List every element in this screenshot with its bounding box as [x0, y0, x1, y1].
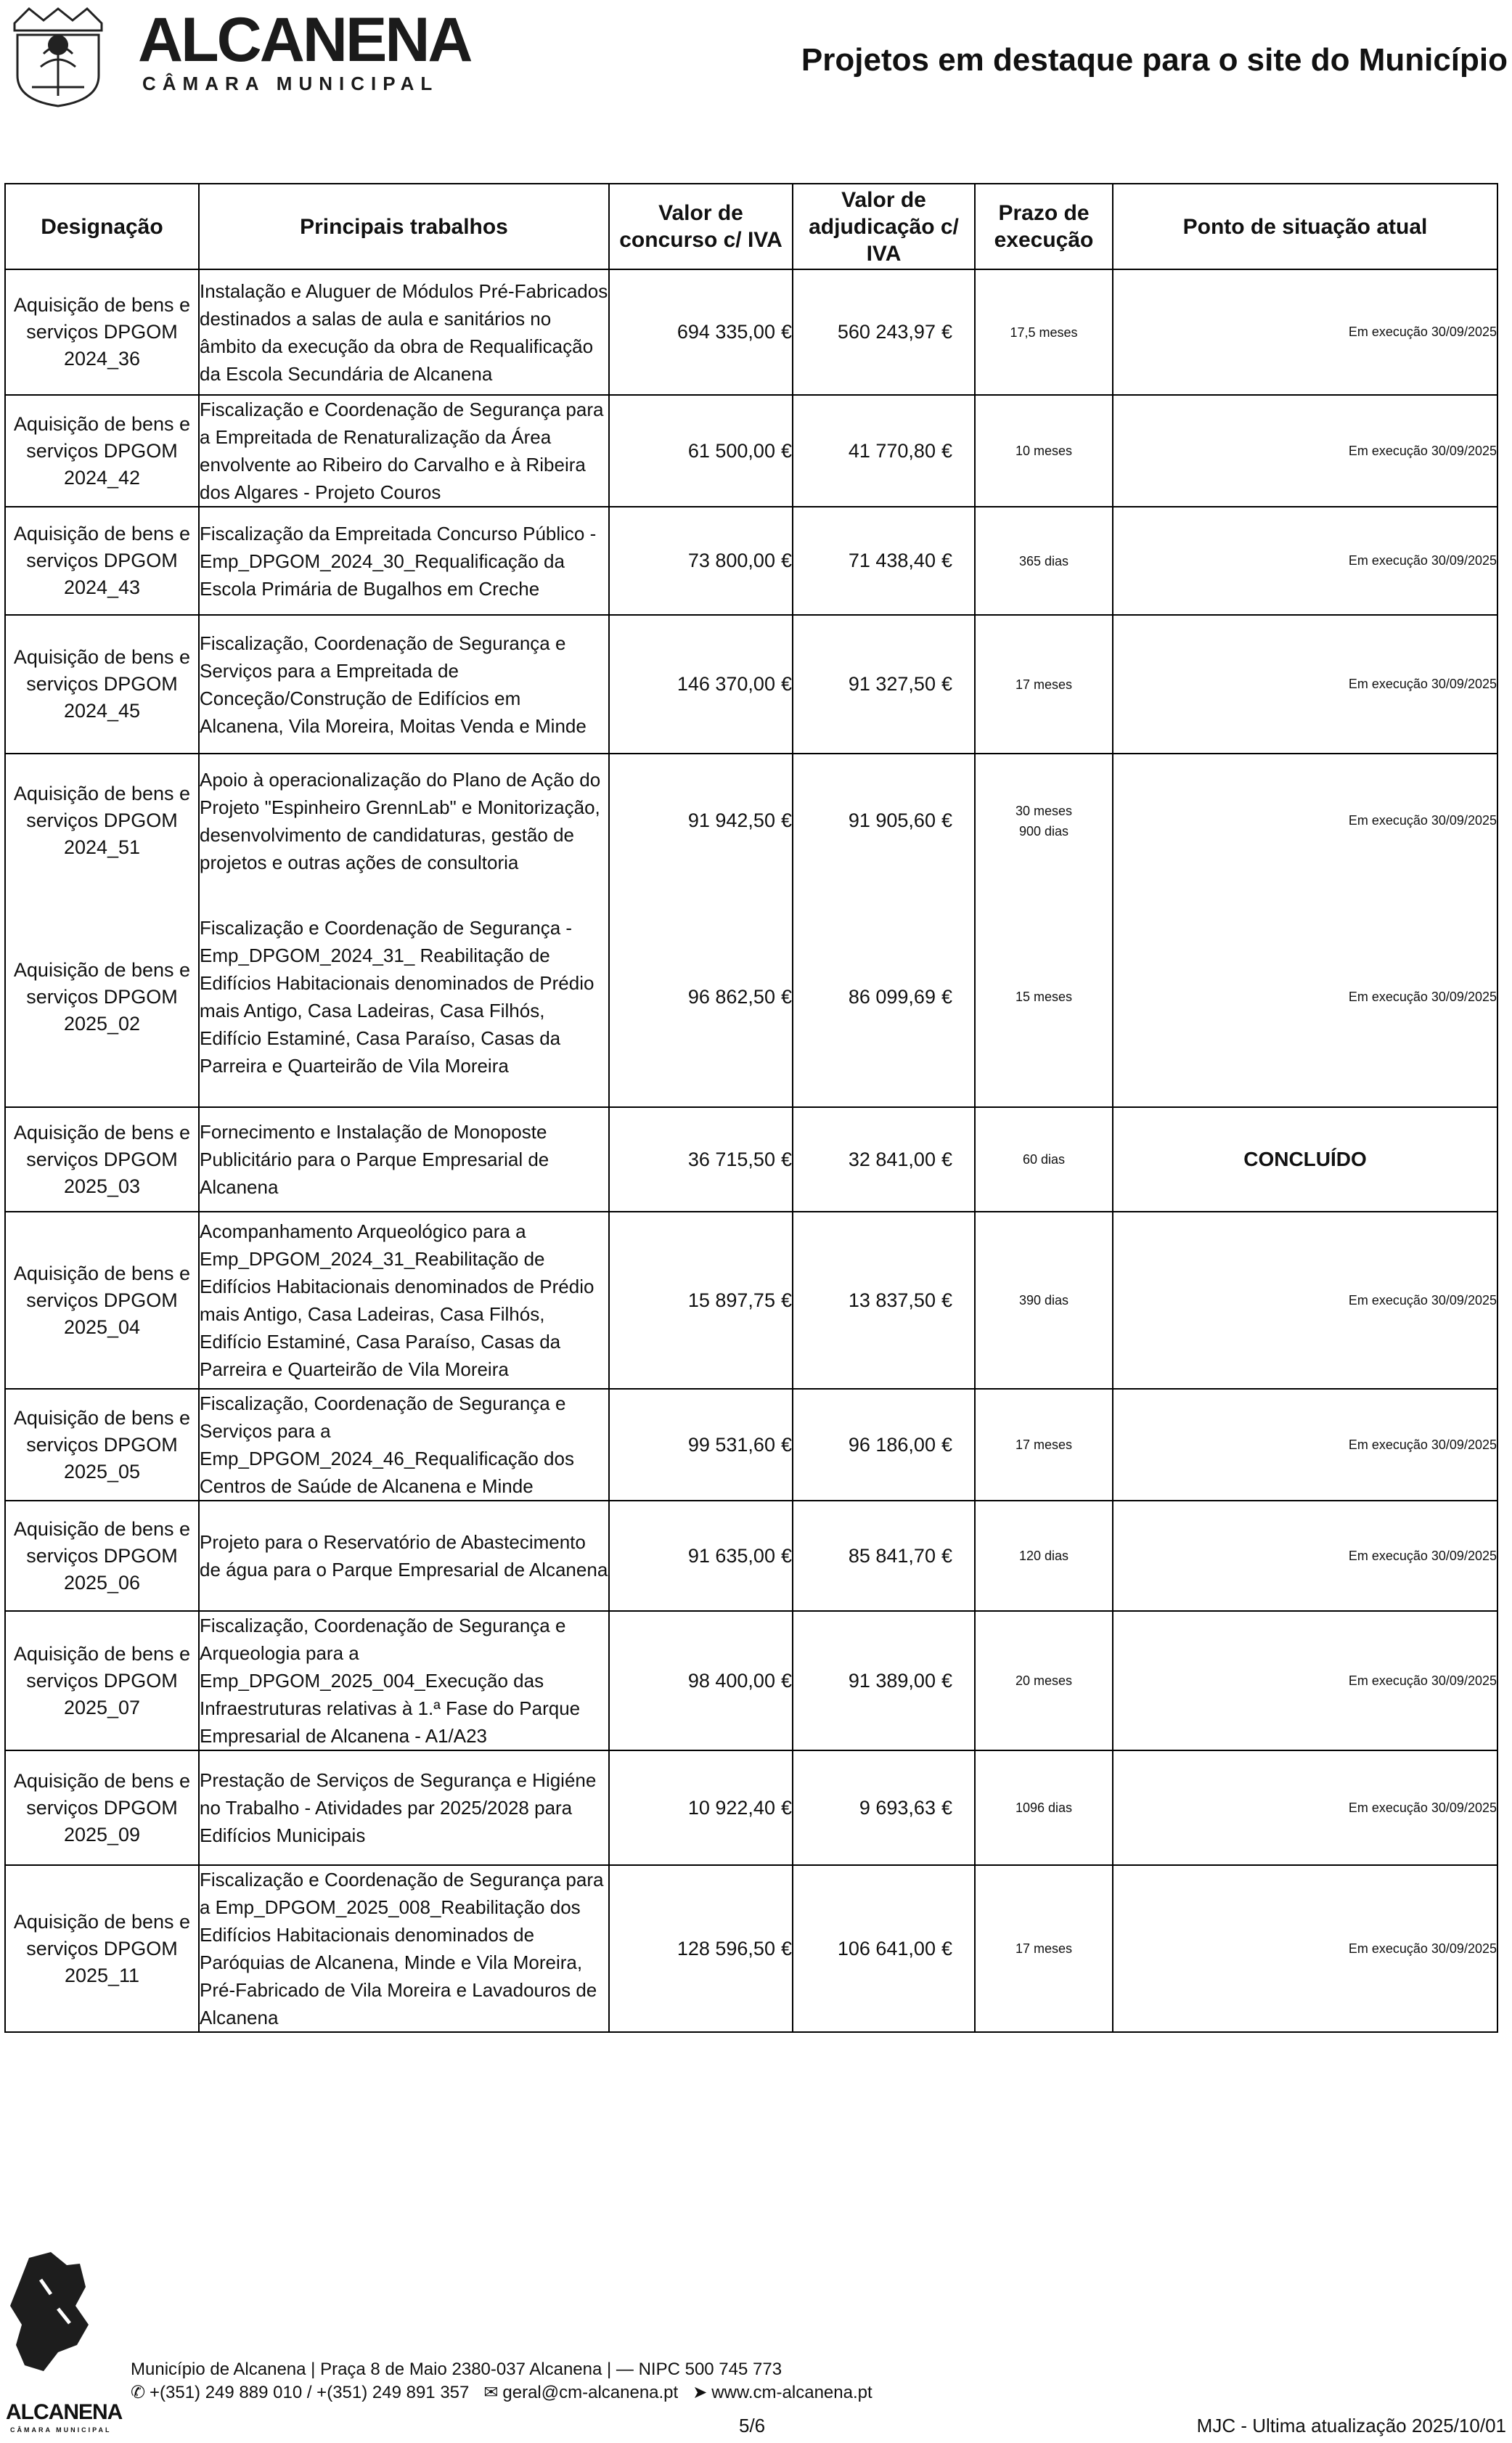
- footer-website[interactable]: www.cm-alcanena.pt: [711, 2383, 873, 2402]
- col-header-valor-concurso: Valor de concurso c/ IVA: [609, 184, 793, 269]
- euro-symbol: €: [780, 985, 792, 1008]
- prazo-cell: [975, 507, 1113, 615]
- valor-adjudicacao: 560 243,97: [837, 321, 936, 343]
- prazo-value: 30 meses: [1015, 803, 1073, 818]
- euro-symbol: €: [780, 1669, 792, 1692]
- euro-symbol: €: [780, 321, 792, 343]
- status-badge: Em execução 30/09/2025: [1348, 813, 1497, 828]
- euro-symbol: €: [780, 809, 792, 831]
- table-row: [5, 395, 1497, 507]
- status-badge: Em execução 30/09/2025: [1348, 1548, 1497, 1563]
- trabalhos-text: Prestação de Serviços de Segurança e Higiéne no Trabalho - Atividades par 2025/2028 para Edifícios Municipais: [200, 1769, 597, 1846]
- designacao-code: 2024_45: [63, 700, 141, 722]
- trabalhos-text: Fornecimento e Instalação de Monoposte Publicitário para o Parque Empresarial de Alcanena: [200, 1121, 549, 1198]
- euro-symbol: €: [941, 1289, 952, 1311]
- trabalhos-cell: [199, 1750, 609, 1865]
- designacao-line: Aquisição de bens e: [13, 412, 191, 435]
- prazo-value: 365 dias: [1018, 553, 1069, 568]
- prazo-value: 17 meses: [1015, 677, 1073, 692]
- status-badge: Em execução 30/09/2025: [1348, 553, 1497, 568]
- situacao-cell: [1113, 395, 1497, 507]
- prazo-value: 20 meses: [1015, 1673, 1073, 1688]
- footer-brand-subtitle: CÂMARA MUNICIPAL: [10, 2426, 112, 2434]
- col-header-trabalhos: Principais trabalhos: [199, 184, 609, 269]
- designacao-code: 2025_11: [64, 1964, 140, 1986]
- designacao-code: 2025_05: [63, 1460, 141, 1482]
- euro-symbol: €: [780, 1289, 792, 1311]
- valor-adjudicacao-cell: [793, 887, 975, 1107]
- euro-symbol: €: [941, 1796, 952, 1819]
- valor-adjudicacao: 91 389,00: [848, 1669, 936, 1692]
- valor-adjudicacao-cell: [793, 1501, 975, 1611]
- trabalhos-cell: [199, 269, 609, 395]
- valor-adjudicacao-cell: [793, 1389, 975, 1501]
- designacao-line: serviços DPGOM: [26, 1289, 178, 1311]
- last-update: MJC - Ultima atualização 2025/10/01: [1196, 2415, 1506, 2436]
- table-row: [5, 269, 1497, 395]
- status-badge: Em execução 30/09/2025: [1348, 1673, 1497, 1688]
- footer-email[interactable]: geral@cm-alcanena.pt: [502, 2383, 679, 2402]
- designacao-cell: [5, 887, 199, 1107]
- designacao-line: serviços DPGOM: [26, 1937, 178, 1959]
- situacao-cell: [1113, 1750, 1497, 1865]
- designacao-line: serviços DPGOM: [26, 673, 178, 695]
- trabalhos-text: Acompanhamento Arqueológico para a Emp_DPGOM_2024_31_Reabilitação de Edifícios Habitacionais denominados de Prédio mais Antigo, Casa Ladeiras, Casa Filhós, Edifício Estaminé, Casa Paraíso, Casas da Parreira e Quarteirão de Vila Moreira: [200, 1220, 594, 1380]
- footer-contacts: [131, 2358, 873, 2405]
- valor-adjudicacao-cell: [793, 1750, 975, 1865]
- euro-symbol: €: [780, 1937, 792, 1959]
- valor-concurso-cell: [609, 1611, 793, 1750]
- valor-adjudicacao: 71 438,40: [848, 550, 936, 571]
- valor-concurso-cell: [609, 887, 793, 1107]
- page-number: 5/6: [739, 2415, 766, 2436]
- brand-subtitle: CÂMARA MUNICIPAL: [142, 73, 439, 94]
- designacao-cell: [5, 1212, 199, 1389]
- valor-adjudicacao-cell: [793, 1611, 975, 1750]
- brand-name: ALCANENA: [138, 5, 471, 75]
- situacao-cell: [1113, 615, 1497, 754]
- trabalhos-text: Projeto para o Reservatório de Abastecimento de água para o Parque Empresarial de Alcanena: [200, 1531, 608, 1581]
- valor-adjudicacao-cell: [793, 269, 975, 395]
- valor-concurso-cell: [609, 269, 793, 395]
- valor-adjudicacao-cell: [793, 395, 975, 507]
- designacao-cell: [5, 1611, 199, 1750]
- designacao-code: 2024_51: [63, 836, 141, 858]
- valor-concurso: 36 715,50: [687, 1148, 775, 1170]
- designacao-code: 2025_02: [63, 1012, 141, 1035]
- trabalhos-cell: [199, 1389, 609, 1501]
- situacao-cell: [1113, 1611, 1497, 1750]
- status-badge: Em execução 30/09/2025: [1348, 443, 1497, 458]
- designacao-code: 2025_07: [63, 1696, 141, 1718]
- designacao-line: Aquisição de bens e: [13, 1262, 191, 1284]
- valor-concurso-cell: [609, 1865, 793, 2032]
- designacao-code: 2025_03: [63, 1175, 141, 1197]
- table-row: [5, 1107, 1497, 1212]
- designacao-line: serviços DPGOM: [26, 550, 178, 571]
- prazo-value: 17,5 meses: [1010, 325, 1078, 340]
- valor-adjudicacao: 91 327,50: [848, 673, 936, 695]
- euro-symbol: €: [780, 1544, 792, 1567]
- designacao-code: 2025_09: [63, 1823, 141, 1845]
- table-header-row: [5, 184, 1497, 269]
- trabalhos-text: Fiscalização da Empreitada Concurso Público - Emp_DPGOM_2024_30_Requalificação da Escola Primária de Bugalhos em Creche: [200, 522, 597, 600]
- designacao-cell: [5, 1107, 199, 1212]
- trabalhos-cell: [199, 507, 609, 615]
- designacao-code: 2025_06: [63, 1571, 141, 1594]
- designacao-line: Aquisição de bens e: [13, 1121, 191, 1143]
- situacao-cell: [1113, 754, 1497, 887]
- designacao-line: serviços DPGOM: [26, 1669, 178, 1692]
- valor-concurso: 99 531,60: [687, 1433, 775, 1456]
- prazo-cell: [975, 1611, 1113, 1750]
- trabalhos-cell: [199, 1212, 609, 1389]
- prazo-value: 10 meses: [1015, 444, 1073, 458]
- projects-table: [4, 183, 1498, 2033]
- euro-symbol: €: [780, 673, 792, 695]
- situacao-cell: [1113, 1107, 1497, 1212]
- trabalhos-cell: [199, 1501, 609, 1611]
- valor-concurso: 694 335,00: [677, 321, 775, 343]
- valor-concurso: 91 942,50: [687, 809, 775, 831]
- status-badge: CONCLUÍDO: [1243, 1148, 1367, 1170]
- situacao-cell: [1113, 887, 1497, 1107]
- euro-symbol: €: [941, 439, 952, 462]
- col-header-situacao: Ponto de situação atual: [1113, 184, 1497, 269]
- designacao-line: serviços DPGOM: [26, 1433, 178, 1456]
- designacao-cell: [5, 1389, 199, 1501]
- trabalhos-cell: [199, 1611, 609, 1750]
- designacao-line: Aquisição de bens e: [13, 958, 191, 981]
- valor-concurso-cell: [609, 615, 793, 754]
- table-row: [5, 1611, 1497, 1750]
- phone-icon: ✆: [131, 2383, 146, 2402]
- valor-adjudicacao: 106 641,00: [837, 1937, 936, 1959]
- situacao-cell: [1113, 1212, 1497, 1389]
- col-header-valor-adjudicacao: Valor de adjudicação c/ IVA: [793, 184, 975, 269]
- valor-concurso: 96 862,50: [687, 985, 775, 1008]
- euro-symbol: €: [780, 1796, 792, 1819]
- euro-symbol: €: [780, 550, 792, 571]
- valor-concurso-cell: [609, 1750, 793, 1865]
- trabalhos-cell: [199, 887, 609, 1107]
- designacao-line: serviços DPGOM: [26, 439, 178, 462]
- situacao-cell: [1113, 1865, 1497, 2032]
- designacao-cell: [5, 395, 199, 507]
- designacao-line: serviços DPGOM: [26, 985, 178, 1008]
- trabalhos-cell: [199, 1865, 609, 2032]
- prazo-value: 60 dias: [1022, 1152, 1066, 1167]
- col-header-prazo: Prazo de execução: [975, 184, 1113, 269]
- prazo-cell: [975, 395, 1113, 507]
- valor-adjudicacao: 41 770,80: [848, 439, 936, 462]
- euro-symbol: €: [780, 439, 792, 462]
- valor-adjudicacao: 32 841,00: [848, 1148, 936, 1170]
- valor-adjudicacao-cell: [793, 1212, 975, 1389]
- prazo-value: 1096 dias: [1015, 1800, 1073, 1815]
- designacao-code: 2025_04: [63, 1316, 141, 1338]
- table-row: [5, 887, 1497, 1107]
- euro-symbol: €: [941, 985, 952, 1008]
- valor-adjudicacao-cell: [793, 615, 975, 754]
- euro-symbol: €: [941, 1148, 952, 1170]
- valor-adjudicacao-cell: [793, 1865, 975, 2032]
- trabalhos-text: Fiscalização, Coordenação de Segurança e Serviços para a Emp_DPGOM_2024_46_Requalificação dos Centros de Saúde de Alcanena e Minde: [200, 1392, 574, 1497]
- trabalhos-cell: [199, 1107, 609, 1212]
- designacao-line: Aquisição de bens e: [13, 1910, 191, 1933]
- designacao-line: Aquisição de bens e: [13, 1517, 191, 1540]
- prazo-cell: [975, 269, 1113, 395]
- status-badge: Em execução 30/09/2025: [1348, 1292, 1497, 1308]
- valor-concurso-cell: [609, 1501, 793, 1611]
- status-badge: Em execução 30/09/2025: [1348, 1941, 1497, 1956]
- trabalhos-text: Fiscalização, Coordenação de Segurança e Arqueologia para a Emp_DPGOM_2025_004_Execução das Infraestruturas relativas à 1.ª Fase do Parque Empresarial de Alcanena - A1/A23: [200, 1615, 581, 1747]
- designacao-line: Aquisição de bens e: [13, 523, 191, 545]
- valor-concurso: 91 635,00: [687, 1544, 775, 1567]
- valor-concurso: 10 922,40: [687, 1796, 775, 1819]
- valor-adjudicacao-cell: [793, 507, 975, 615]
- table-row: [5, 1212, 1497, 1389]
- prazo-cell: [975, 754, 1113, 887]
- euro-symbol: €: [780, 1433, 792, 1456]
- prazo-value-alt: 900 dias: [1018, 823, 1069, 839]
- prazo-cell: [975, 1212, 1113, 1389]
- situacao-cell: [1113, 1389, 1497, 1501]
- valor-adjudicacao-cell: [793, 1107, 975, 1212]
- euro-symbol: €: [780, 1148, 792, 1170]
- valor-concurso-cell: [609, 1107, 793, 1212]
- euro-symbol: €: [941, 1433, 952, 1456]
- designacao-line: serviços DPGOM: [26, 321, 178, 343]
- valor-concurso: 15 897,75: [687, 1289, 775, 1311]
- designacao-line: Aquisição de bens e: [13, 294, 191, 316]
- status-badge: Em execução 30/09/2025: [1348, 989, 1497, 1004]
- prazo-cell: [975, 1389, 1113, 1501]
- footer-brand-name: ALCANENA: [6, 2400, 123, 2424]
- prazo-value: 120 dias: [1018, 1549, 1069, 1563]
- status-badge: Em execução 30/09/2025: [1348, 677, 1497, 691]
- situacao-cell: [1113, 507, 1497, 615]
- table-row: [5, 507, 1497, 615]
- footer-address: Município de Alcanena | Praça 8 de Maio 2380-037 Alcanena | — NIPC 500 745 773: [131, 2360, 782, 2379]
- valor-adjudicacao: 9 693,63: [859, 1796, 936, 1819]
- valor-concurso: 61 500,00: [687, 439, 775, 462]
- valor-concurso-cell: [609, 1212, 793, 1389]
- table-row: [5, 1389, 1497, 1501]
- designacao-line: serviços DPGOM: [26, 1148, 178, 1170]
- prazo-cell: [975, 1107, 1113, 1212]
- trabalhos-text: Fiscalização e Coordenação de Segurança para a Emp_DPGOM_2025_008_Reabilitação dos Edifícios Habitacionais denominados de Paróquias de Alcanena, Minde e Vila Moreira, Pré-Fabricado de Vila Moreira e Lavadouros de Alcanena: [200, 1869, 604, 2028]
- table-row: [5, 1865, 1497, 2032]
- situacao-cell: [1113, 1501, 1497, 1611]
- footer-phone: +(351) 249 889 010 / +(351) 249 891 357: [150, 2383, 470, 2402]
- valor-adjudicacao: 96 186,00: [848, 1433, 936, 1456]
- valor-adjudicacao: 91 905,60: [848, 809, 936, 831]
- designacao-cell: [5, 1750, 199, 1865]
- status-badge: Em execução 30/09/2025: [1348, 325, 1497, 339]
- valor-concurso-cell: [609, 1389, 793, 1501]
- designacao-code: 2024_42: [63, 466, 141, 489]
- valor-concurso-cell: [609, 507, 793, 615]
- designacao-line: Aquisição de bens e: [13, 1769, 191, 1792]
- valor-adjudicacao: 86 099,69: [848, 985, 936, 1008]
- designacao-line: Aquisição de bens e: [13, 783, 191, 804]
- prazo-cell: [975, 1750, 1113, 1865]
- table-row: [5, 1750, 1497, 1865]
- designacao-line: Aquisição de bens e: [13, 1642, 191, 1665]
- prazo-value: 15 meses: [1015, 990, 1073, 1004]
- prazo-value: 17 meses: [1015, 1437, 1073, 1452]
- page-title: Projetos em destaque para o site do Município: [801, 42, 1508, 78]
- designacao-line: Aquisição de bens e: [13, 1406, 191, 1429]
- trabalhos-text: Fiscalização e Coordenação de Segurança - Emp_DPGOM_2024_31_ Reabilitação de Edifícios Habitacionais denominados de Prédio mais Antigo, Casa Ladeiras, Casa Filhós, Edifício Estaminé, Casa Paraíso, Casas da Parreira e Quarteirão de Vila Moreira: [200, 917, 594, 1077]
- valor-adjudicacao-cell: [793, 754, 975, 887]
- trabalhos-text: Apoio à operacionalização do Plano de Ação do Projeto "Espinheiro GrennLab" e Monitorização, desenvolvimento de candidaturas, gestão de projetos e outras ações de consultoria: [200, 768, 601, 873]
- valor-adjudicacao: 13 837,50: [848, 1289, 936, 1311]
- table-row: [5, 615, 1497, 754]
- euro-symbol: €: [941, 673, 952, 695]
- designacao-line: serviços DPGOM: [26, 809, 178, 831]
- prazo-cell: [975, 887, 1113, 1107]
- designacao-line: serviços DPGOM: [26, 1544, 178, 1567]
- designacao-code: 2024_43: [63, 576, 141, 598]
- designacao-cell: [5, 1501, 199, 1611]
- cursor-icon: ➤: [692, 2383, 708, 2402]
- prazo-value: 17 meses: [1015, 1941, 1073, 1956]
- valor-concurso: 98 400,00: [687, 1669, 775, 1692]
- prazo-cell: [975, 1865, 1113, 2032]
- euro-symbol: €: [941, 321, 952, 343]
- status-badge: Em execução 30/09/2025: [1348, 1437, 1497, 1452]
- table-row: [5, 754, 1497, 887]
- trabalhos-cell: [199, 754, 609, 887]
- table-row: [5, 1501, 1497, 1611]
- euro-symbol: €: [941, 1544, 952, 1567]
- trabalhos-text: Instalação e Aluguer de Módulos Pré-Fabricados destinados a salas de aula e sanitários no âmbito da execução da obra de Requalificação da Escola Secundária de Alcanena: [200, 280, 608, 385]
- valor-concurso: 128 596,50: [677, 1937, 775, 1959]
- valor-concurso: 73 800,00: [687, 550, 775, 571]
- email-icon: ✉: [483, 2383, 499, 2402]
- designacao-cell: [5, 754, 199, 887]
- valor-concurso-cell: [609, 395, 793, 507]
- euro-symbol: €: [941, 550, 952, 571]
- col-header-designacao: Designação: [5, 184, 199, 269]
- situacao-cell: [1113, 269, 1497, 395]
- prazo-cell: [975, 615, 1113, 754]
- valor-concurso: 146 370,00: [677, 673, 775, 695]
- euro-symbol: €: [941, 809, 952, 831]
- prazo-value: 390 dias: [1018, 1293, 1069, 1308]
- trabalhos-cell: [199, 615, 609, 754]
- valor-concurso-cell: [609, 754, 793, 887]
- designacao-code: 2024_36: [63, 348, 141, 370]
- designacao-line: Aquisição de bens e: [13, 646, 191, 668]
- valor-adjudicacao: 85 841,70: [848, 1544, 936, 1567]
- trabalhos-text: Fiscalização e Coordenação de Segurança para a Empreitada de Renaturalização da Área envolvente ao Ribeiro do Carvalho e à Ribeira dos Algares - Projeto Couros: [200, 399, 604, 503]
- trabalhos-text: Fiscalização, Coordenação de Segurança e Serviços para a Empreitada de Conceção/Construção de Edifícios em Alcanena, Vila Moreira, Moitas Venda e Minde: [200, 632, 587, 737]
- designacao-cell: [5, 507, 199, 615]
- euro-symbol: €: [941, 1669, 952, 1692]
- euro-symbol: €: [941, 1937, 952, 1959]
- designacao-line: serviços DPGOM: [26, 1796, 178, 1819]
- designacao-cell: [5, 269, 199, 395]
- status-badge: Em execução 30/09/2025: [1348, 1800, 1497, 1815]
- designacao-cell: [5, 615, 199, 754]
- trabalhos-cell: [199, 395, 609, 507]
- prazo-cell: [975, 1501, 1113, 1611]
- designacao-cell: [5, 1865, 199, 2032]
